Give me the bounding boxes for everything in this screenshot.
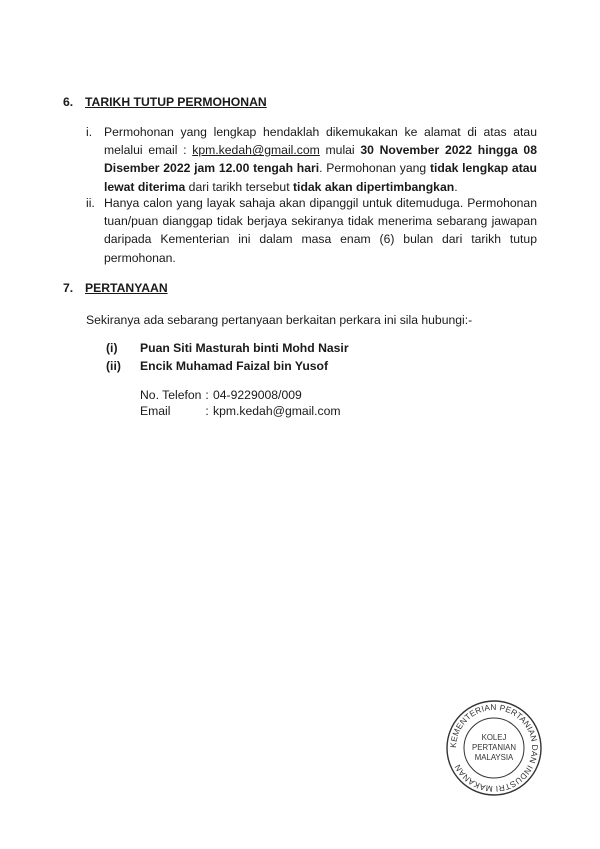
section-6-item-1-text: Permohonan yang lengkap hendaklah dikemukakan ke alamat di atas atau melalui email : kpm.kedah@gmail.com mulai 30 November 2022 hingga 08 Disember 2022 jam 12.00 tengah hari. Permohonan yang tidak lengkap atau lewat diterima dari tarikh tersebut tidak akan dipertimbangkan.: [104, 125, 537, 194]
section-7-intro: Sekiranya ada sebarang pertanyaan berkaitan perkara ini sila hubungi:-: [86, 313, 473, 327]
contact-1-marker: (i): [106, 341, 118, 355]
section-7-number: 7.: [63, 281, 74, 295]
seal-line-3: MALAYSIA: [474, 753, 514, 762]
phone-label: No. Telefon: [140, 388, 202, 402]
seal-line-2: PERTANIAN: [472, 743, 516, 752]
seal-outer-text: KEMENTERIAN PERTANIAN DAN INDUSTRI MAKANAN: [447, 701, 541, 795]
contact-1-name: Puan Siti Masturah binti Mohd Nasir: [140, 341, 349, 355]
section-6-title: TARIKH TUTUP PERMOHONAN: [85, 95, 267, 109]
seal-graphic: [444, 698, 544, 798]
phone-value[interactable]: 04-9229008/009: [213, 388, 302, 402]
section-6-item-2-marker: ii.: [86, 196, 95, 210]
section-6-item-1-marker: i.: [86, 125, 93, 139]
section-6-item-2-text: Hanya calon yang layak sahaja akan dipanggil untuk ditemuduga. Permohonan tuan/puan dianggap tidak berjaya sekiranya tidak menerima sebarang jawapan daripada Kementerian ini dalam masa enam (6) bulan dari tarikh tutup permohonan.: [104, 196, 537, 265]
phone-separator: :: [202, 388, 213, 402]
email-separator: :: [202, 404, 213, 418]
section-6-number: 6.: [63, 95, 74, 109]
email-value[interactable]: kpm.kedah@gmail.com: [213, 404, 341, 418]
section-7-title: PERTANYAAN: [85, 281, 168, 295]
contact-2-marker: (ii): [106, 359, 121, 373]
contact-2-name: Encik Muhamad Faizal bin Yusof: [140, 359, 329, 373]
email-link[interactable]: kpm.kedah@gmail.com: [192, 143, 320, 158]
seal-line-1: KOLEJ: [481, 733, 507, 742]
college-seal: [444, 698, 544, 798]
email-label: Email: [140, 404, 171, 418]
